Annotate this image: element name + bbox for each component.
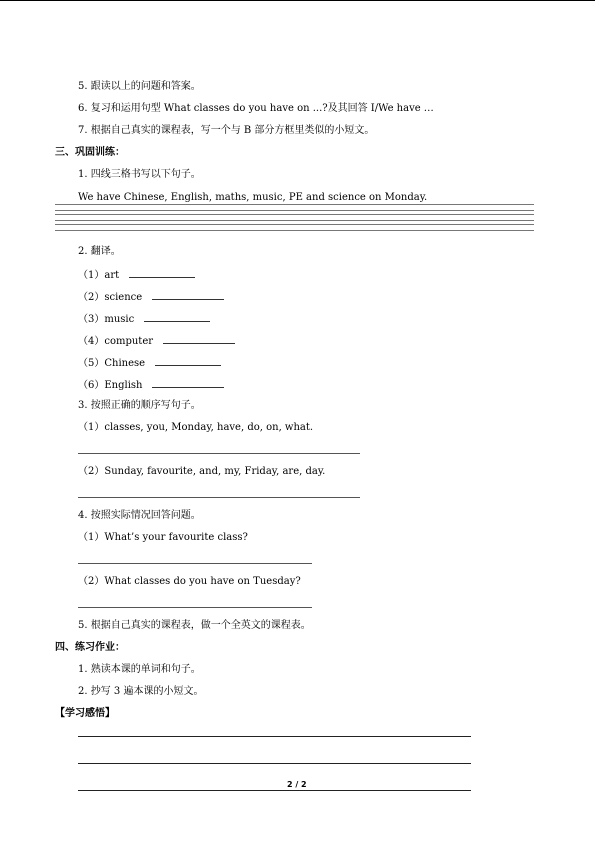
section3-heading: 三、巩固训练： <box>55 147 125 158</box>
reflection-line-2[interactable] <box>78 763 471 764</box>
section2-item-6: 6. 复习和运用句型 What classes do you have on ...?及其回答 I/We have … <box>78 103 434 114</box>
answer-blank[interactable] <box>152 377 224 388</box>
four-line-grid-row-3 <box>55 224 534 231</box>
section4-heading: 四、练习作业： <box>55 642 125 653</box>
q3-item-1: （1）classes, you, Monday, have, do, on, what. <box>78 422 314 433</box>
answer-blank[interactable] <box>152 289 224 300</box>
four-line-grid-row-1 <box>55 204 534 211</box>
q2-item-music <box>78 311 210 326</box>
answer-blank[interactable] <box>129 267 195 278</box>
q2-item-english <box>78 377 224 392</box>
reflection-line-1[interactable] <box>78 736 471 737</box>
answer-blank[interactable] <box>163 333 235 344</box>
answer-line[interactable] <box>78 607 312 608</box>
section2-item-5: 5. 跟读以上的问题和答案。 <box>78 81 201 92</box>
q1-title: 1. 四线三格书写以下句子。 <box>78 169 201 180</box>
page-top-border <box>0 0 595 1</box>
q3-item-2: （2）Sunday, favourite, and, my, Friday, are, day. <box>78 466 326 477</box>
answer-line[interactable] <box>78 497 360 498</box>
q4-item-2: （2）What classes do you have on Tuesday? <box>78 576 301 587</box>
homework-item-2: 2. 抄写 3 遍本课的小短文。 <box>78 686 204 697</box>
answer-line[interactable] <box>78 453 360 454</box>
q1-sentence: We have Chinese, English, maths, music, PE and science on Monday. <box>78 192 428 203</box>
q2-item-label: （5）Chinese <box>78 358 146 369</box>
q2-item-science <box>78 289 224 304</box>
q2-item-art <box>78 267 195 282</box>
q4-item-1: （1）What’s your favourite class? <box>78 532 248 543</box>
q2-item-label: （6）English <box>78 380 143 391</box>
q5-title: 5. 根据自己真实的课程表，做一个全英文的课程表。 <box>78 620 311 631</box>
q2-item-computer <box>78 333 235 348</box>
homework-item-1: 1. 熟读本课的单词和句子。 <box>78 664 201 675</box>
q3-title: 3. 按照正确的顺序写句子。 <box>78 400 201 411</box>
reflection-line-3[interactable] <box>78 790 471 791</box>
q2-item-label: （1）art <box>78 270 120 281</box>
q4-title: 4. 按照实际情况回答问题。 <box>78 510 201 521</box>
four-line-grid-row-2 <box>55 214 534 221</box>
q2-item-label: （3）music <box>78 314 135 325</box>
q2-item-chinese <box>78 355 221 370</box>
answer-line[interactable] <box>78 563 312 564</box>
q2-item-label: （2）science <box>78 292 143 303</box>
section2-item-7: 7. 根据自己真实的课程表，写一个与 B 部分方框里类似的小短文。 <box>78 125 375 136</box>
answer-blank[interactable] <box>144 311 210 322</box>
page-number: 2 / 2 <box>287 780 307 789</box>
answer-blank[interactable] <box>155 355 221 366</box>
reflection-heading: 【学习感悟】 <box>55 708 115 719</box>
q2-title: 2. 翻译。 <box>78 246 121 257</box>
q2-item-label: （4）computer <box>78 336 154 347</box>
